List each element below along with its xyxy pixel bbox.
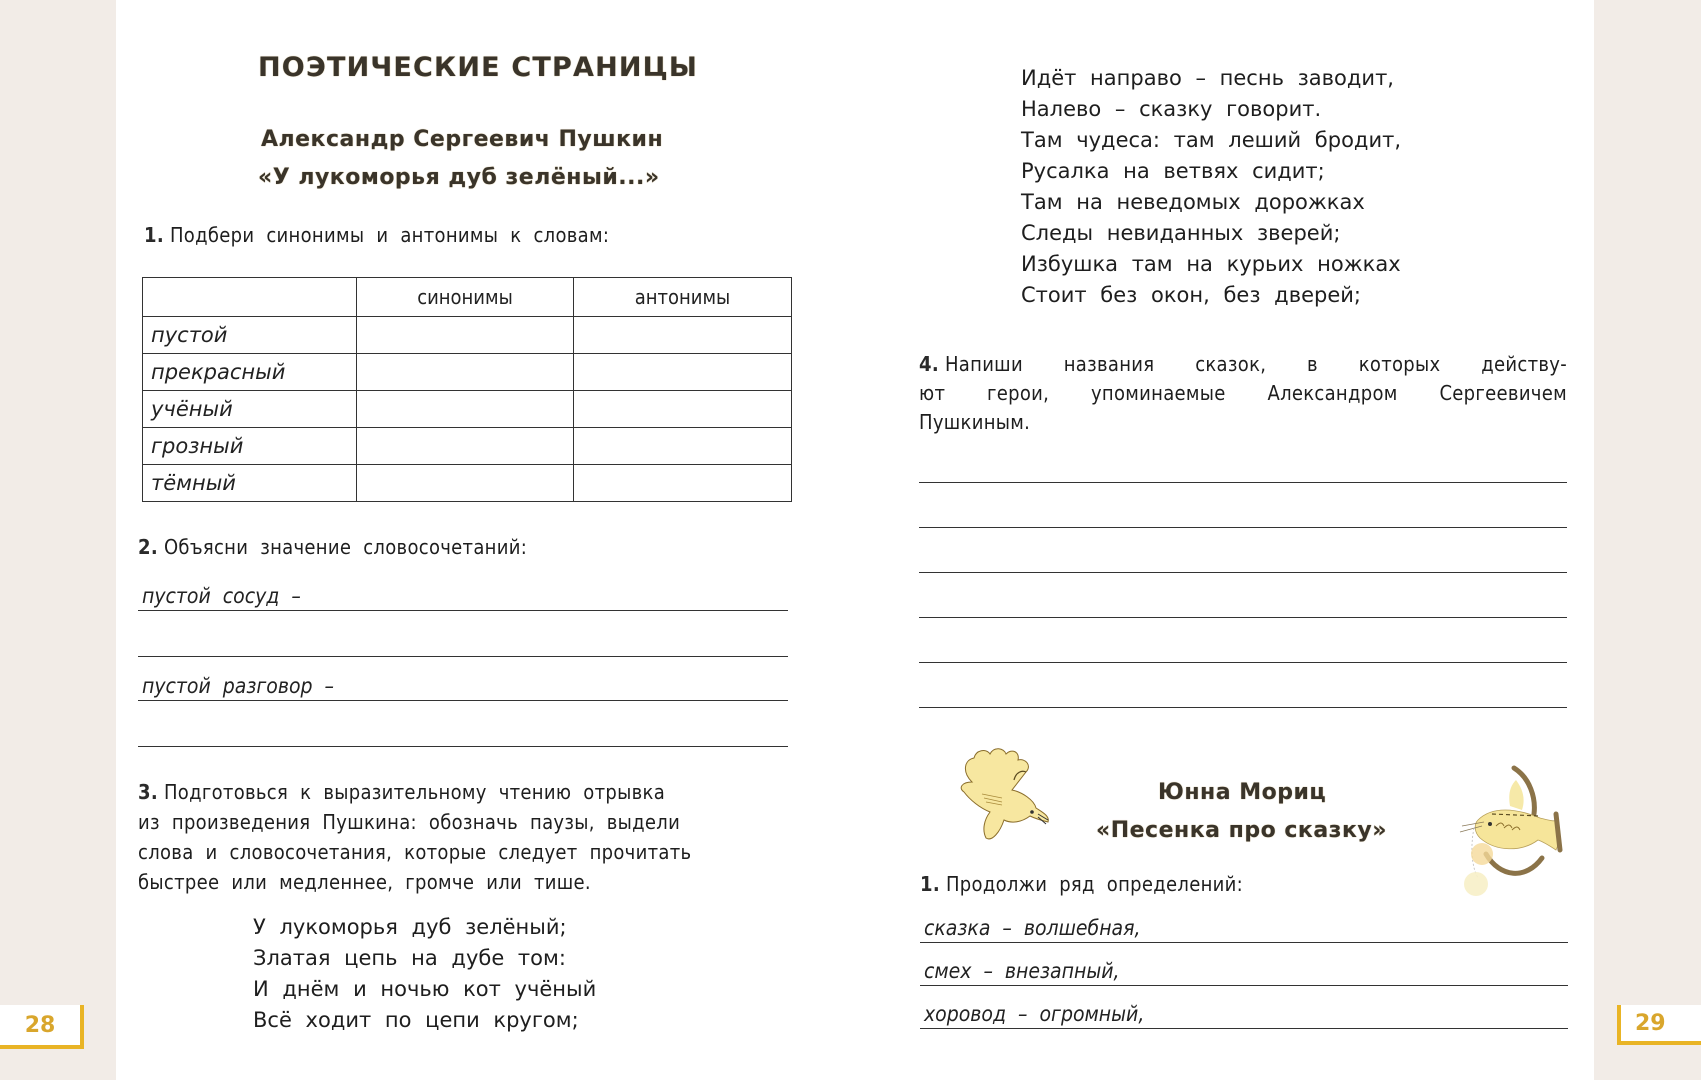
poem-line: Златая цепь на дубе том: (253, 946, 566, 970)
table-row (143, 428, 792, 465)
left-margin (0, 0, 116, 1080)
task-text-line: ют герои, упоминаемые Александром Сергеевичем (919, 381, 1567, 405)
task-text-line: Пушкиным. (919, 410, 1031, 434)
line-prompt: смех – внезапный, (924, 959, 1120, 983)
answer-line[interactable] (138, 576, 788, 611)
synonym-cell[interactable] (357, 428, 574, 465)
poem-line: Всё ходит по цепи кругом; (253, 1008, 579, 1032)
table-row (143, 391, 792, 428)
task-3 (138, 777, 794, 897)
right-margin (1594, 0, 1701, 1080)
poem-continued (1021, 63, 1401, 311)
antonym-cell[interactable] (574, 465, 792, 502)
task-text-line: слова и словосочетания, которые следует прочитать (138, 840, 692, 864)
answer-line[interactable] (919, 583, 1567, 618)
antonym-cell[interactable] (574, 391, 792, 428)
answer-line[interactable] (919, 448, 1567, 483)
word-cell: тёмный (143, 465, 357, 502)
synonym-cell[interactable] (357, 317, 574, 354)
table-row (143, 465, 792, 502)
word-cell: пустой (143, 317, 357, 354)
answer-line[interactable] (138, 712, 788, 747)
table-row (143, 317, 792, 354)
answer-line[interactable] (920, 994, 1568, 1029)
poem-excerpt (253, 912, 596, 1036)
table-header-row (143, 278, 792, 317)
antonym-cell[interactable] (574, 428, 792, 465)
task-text: Подбери синонимы и антонимы к словам: (169, 223, 610, 247)
header-antonyms: антонимы (574, 278, 792, 317)
task-1 (144, 220, 609, 250)
answer-line[interactable] (920, 951, 1568, 986)
task-number: 1. (144, 223, 164, 247)
task-text-line: быстрее или медленнее, громче или тише. (138, 870, 591, 894)
task-number: 1. (920, 872, 940, 896)
answer-line[interactable] (919, 673, 1567, 708)
answer-line[interactable] (138, 666, 788, 701)
answer-line[interactable] (919, 493, 1567, 528)
task-number: 2. (138, 535, 158, 559)
synonym-cell[interactable] (357, 391, 574, 428)
poem-line: И днём и ночью кот учёный (253, 977, 597, 1001)
task-1b (920, 869, 1243, 899)
synonyms-antonyms-table (142, 277, 792, 502)
author-name: Александр Сергеевич Пушкин (261, 127, 664, 152)
antonym-cell[interactable] (574, 354, 792, 391)
page-number-28: 28 (0, 1005, 84, 1049)
poem-line: Налево – сказку говорит. (1021, 97, 1322, 121)
word-cell: прекрасный (143, 354, 357, 391)
right-page (856, 0, 1594, 1080)
word-cell: грозный (143, 428, 357, 465)
synonym-cell[interactable] (357, 354, 574, 391)
poem-line: У лукоморья дуб зелёный; (253, 915, 567, 939)
section-title: ПОЭТИЧЕСКИЕ СТРАНИЦЫ (258, 52, 699, 83)
word-cell: учёный (143, 391, 357, 428)
line-prompt: хоровод – огромный, (924, 1002, 1145, 1026)
synonym-cell[interactable] (357, 465, 574, 502)
table-row (143, 354, 792, 391)
task-number: 3. (138, 780, 158, 804)
work-title: «У лукоморья дуб зелёный...» (258, 165, 660, 190)
answer-line[interactable] (138, 622, 788, 657)
task-text: Продолжи ряд определений: (945, 872, 1243, 896)
line-prompt: пустой сосуд – (142, 584, 301, 608)
page-number-29: 29 (1617, 1005, 1701, 1045)
task-2 (138, 532, 527, 562)
antonym-cell[interactable] (574, 317, 792, 354)
header-word (143, 278, 357, 317)
header-synonyms: синонимы (357, 278, 574, 317)
second-work-title: «Песенка про сказку» (1096, 818, 1387, 843)
task-4 (919, 350, 1567, 437)
answer-line[interactable] (920, 908, 1568, 943)
task-text-line: Напиши названия сказок, в которых действу- (944, 352, 1567, 376)
task-text: Объясни значение словосочетаний: (163, 535, 528, 559)
poem-line: Стоит без окон, без дверей; (1021, 283, 1361, 307)
line-prompt: пустой разговор – (142, 674, 334, 698)
poem-line: Идёт направо – песнь заводит, (1021, 66, 1394, 90)
answer-line[interactable] (919, 628, 1567, 663)
answer-line[interactable] (919, 538, 1567, 573)
left-page (116, 0, 856, 1080)
line-prompt: сказка – волшебная, (924, 916, 1141, 940)
bird-illustration (952, 742, 1062, 847)
fish-illustration (1456, 758, 1576, 903)
poem-line: Там на неведомых дорожках (1021, 190, 1365, 214)
task-text-line: из произведения Пушкина: обозначь паузы, выдели (138, 810, 681, 834)
poem-line: Русалка на ветвях сидит; (1021, 159, 1325, 183)
task-number: 4. (919, 352, 939, 376)
poem-line: Избушка там на курьих ножках (1021, 252, 1401, 276)
poem-line: Там чудеса: там леший бродит, (1021, 128, 1402, 152)
poem-line: Следы невиданных зверей; (1021, 221, 1341, 245)
task-text-line: Подготовься к выразительному чтению отрывка (163, 780, 666, 804)
second-author-name: Юнна Мориц (1158, 780, 1327, 805)
